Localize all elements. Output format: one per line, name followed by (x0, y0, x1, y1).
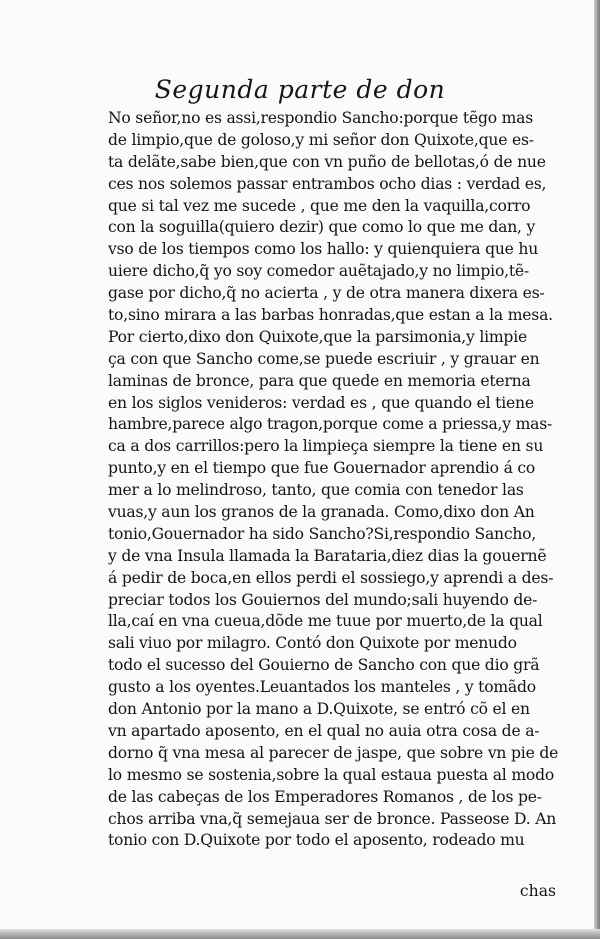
text-line: punto,y en el tiempo que fue Gouernador aprendio á co (108, 459, 536, 478)
text-line: to,sino mirara a las barbas honradas,que estan a la mesa. (108, 306, 553, 325)
text-line: en los siglos venideros: verdad es , que quando el tiene (108, 393, 534, 412)
text-line: y de vna Insula llamada la Barataria,diez dias la gouernẽ (108, 546, 547, 565)
text-line: laminas de bronce, para que quede en memoria eterna (108, 371, 531, 390)
text-line: de las cabeças de los Emperadores Romanos , de los pe- (108, 787, 542, 806)
text-line: tonio con D.Quixote por todo el aposento, rodeado mu (108, 831, 525, 850)
text-line: vuas,y aun los granos de la granada. Como,dixo don An (108, 503, 535, 522)
running-head: Segunda parte de don (154, 75, 446, 104)
text-line: á pedir de boca,en ellos perdi el sossiego,y aprendi a des- (108, 568, 554, 587)
text-line: lla,caí en vna cueua,dõde me tuue por muerto,de la qual (108, 612, 543, 631)
catchword: chas (519, 882, 556, 900)
text-line: ta delãte,sabe bien,que con vn puño de bellotas,ó de nue (108, 152, 546, 171)
text-line: No señor,no es assi,respondio Sancho:porque tẽgo mas (108, 109, 533, 127)
text-line: gase por dicho,q̃ no acierta , y de otra manera dixera es- (108, 284, 545, 303)
text-line: lo mesmo se sostenia,sobre la qual estaua puesta al modo (108, 765, 555, 784)
text-line: con la soguilla(quiero dezir) que como lo que me dan, y (108, 218, 536, 237)
text-line: chos arriba vna,q̃ semejaua ser de bronce. Passeose D. An (108, 809, 557, 828)
text-line: ça con que Sancho come,se puede escriuir , y grauar en (108, 349, 540, 368)
text-line: gusto a los oyentes.Leuantados los manteles , y tomãdo (108, 678, 536, 697)
text-line: dorno q̃ vna mesa al parecer de jaspe, que sobre vn pie de (108, 743, 559, 762)
text-line: mer a lo melindroso, tanto, que comia con tenedor las (108, 481, 524, 500)
text-line: todo el sucesso del Gouierno de Sancho con que dio grã (108, 656, 540, 675)
scan-edge-bottom (0, 929, 600, 939)
text-line: preciar todos los Gouiernos del mundo;sali huyendo de- (108, 590, 538, 609)
text-line: ces nos solemos passar entrambos ocho dias : verdad es, (108, 174, 547, 193)
text-line: ca a dos carrillos:pero la limpieça siempre la tiene en su (108, 437, 544, 456)
text-line: de limpio,que de goloso,y mi señor don Quixote,que es- (108, 130, 534, 149)
text-line: que si tal vez me sucede , que me den la vaquilla,corro (108, 196, 531, 215)
text-line: vso de los tiempos como los hallo: y quienquiera que hu (108, 240, 539, 259)
scan-edge-right (594, 0, 600, 939)
text-line: sali viuo por milagro. Contó don Quixote por menudo (108, 634, 517, 653)
text-line: Por cierto,dixo don Quixote,que la parsimonia,y limpie (108, 327, 527, 346)
text-line: vn apartado aposento, en el qual no auia otra cosa de a- (108, 721, 540, 740)
text-line: uiere dicho,q̃ yo soy comedor auẽtajado,y no limpio,tẽ- (108, 262, 529, 281)
text-line: don Antonio por la mano a D.Quixote, se entró cõ el en (108, 700, 530, 719)
text-line: tonio,Gouernador ha sido Sancho?Si,respondio Sancho, (108, 524, 537, 543)
body-text (108, 108, 588, 852)
text-line: hambre,parece algo tragon,porque come a priessa,y mas- (108, 415, 553, 434)
